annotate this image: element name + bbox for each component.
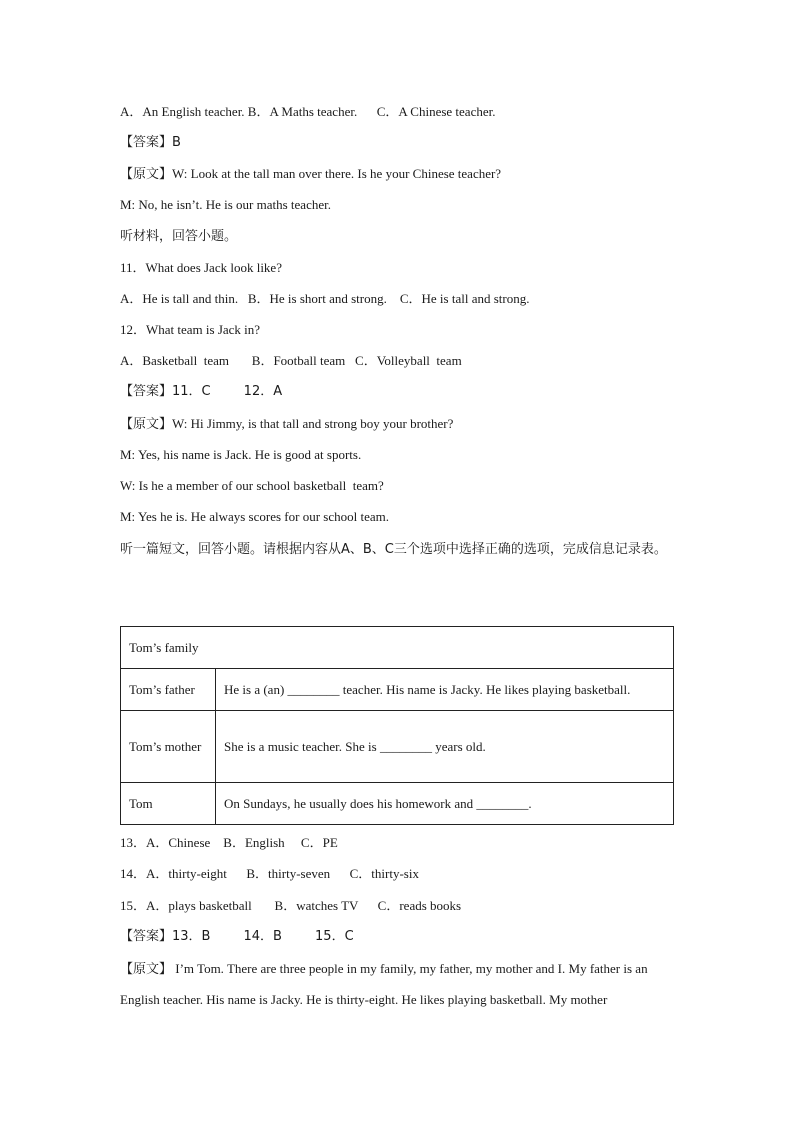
question-12-options: A．Basketball team B．Football team C．Volleyball team [120,353,462,368]
transcript-line: 【原文】W: Look at the tall man over there. Is he your Chinese teacher? [120,166,502,181]
transcript-line: M: Yes he is. He always scores for our school team. [120,509,389,524]
question-13: 13．A．Chinese B．English C．PE [120,835,338,850]
transcript-line: 【原文】W: Hi Jimmy, is that tall and strong boy your brother? [120,416,454,431]
row-label: Tom’s father [121,669,216,711]
table-row [121,711,674,783]
question-11-options: A．He is tall and thin. B．He is short and strong. C．He is tall and strong. [120,291,530,306]
instruction-line: 听材料，回答小题。 [120,229,238,244]
row-text: He is a (an) ________ teacher. His name is Jacky. He likes playing basketball. [216,669,674,711]
transcript-line: M: Yes, his name is Jack. He is good at sports. [120,447,362,462]
question-11: 11．What does Jack look like? [120,260,282,275]
table-row [121,669,674,711]
question-15: 15．A．plays basketball B．watches TV C．reads books [120,898,462,913]
question-12: 12．What team is Jack in? [120,322,261,337]
transcript-paragraph: 【原文】 I’m Tom. There are three people in my family, my father, my mother and I. My father is an English teacher. His name is Jacky. He is thirty-eight. He likes playing basketball. My mother [120,961,648,1007]
info-record-table [120,626,674,825]
row-text: On Sundays, he usually does his homework and ________. [216,783,674,825]
row-label: Tom’s mother [121,711,216,783]
table-row [121,783,674,825]
question-options-line: A．An English teacher. B．A Maths teacher. C．A Chinese teacher. [120,104,496,119]
row-text: She is a music teacher. She is ________ years old. [216,711,674,783]
answer-line: 【答案】13．B 14．B 15．C [120,929,354,944]
question-14: 14．A．thirty-eight B．thirty-seven C．thirty-six [120,866,419,881]
instruction-paragraph: 听一篇短文，回答小题。请根据内容从A、B、C三个选项中选择正确的选项，完成信息记录表。 [120,542,667,557]
table-title: Tom’s family [121,627,674,669]
transcript-line: M: No, he isn’t. He is our maths teacher. [120,197,331,212]
answer-line: 【答案】11．C 12．A [120,384,283,399]
transcript-line: W: Is he a member of our school basketball team? [120,478,384,493]
row-label: Tom [121,783,216,825]
answer-line: 【答案】B [120,135,181,150]
